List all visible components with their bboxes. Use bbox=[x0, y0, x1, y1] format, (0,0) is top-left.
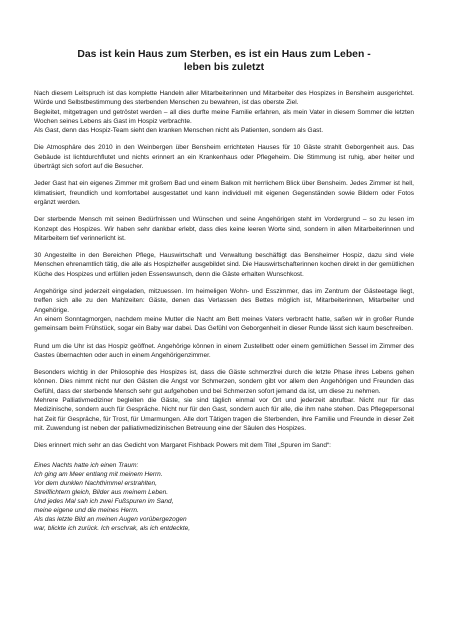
paragraph: Die Atmosphäre des 2010 in den Weinbergen über Bensheim errichteten Hauses für 10 Gäste strahlt Geborgenheit aus. Das Gebäude ist lichtdurchflutet und nichts erinnert an ein Krankenhaus oder Pflegeheim. Die Stimmung ist ruhig, aber heiter und überträgt sich sofort auf die Besucher. bbox=[34, 144, 414, 171]
poem-line: Als das letzte Bild an meinen Augen vorübergezogen bbox=[34, 516, 187, 524]
poem-line: Und jedes Mal sah ich zwei Fußspuren im Sand, bbox=[34, 497, 174, 505]
paragraph: Der sterbende Mensch mit seinen Bedürfnissen und Wünschen und seine Angehörigen steht im Vordergrund – so zu lesen im Konzept des Hospizes. Wir haben sehr dankbar erlebt, dass dies keine leeren Worte sind, sondern in allen Mitarbeiterinnen und Mitarbeitern tief verinnerlicht ist. bbox=[34, 216, 414, 242]
poem bbox=[34, 461, 414, 534]
paragraph: 30 Angestellte in den Bereichen Pflege, Hauswirtschaft und Verwaltung beschäftigt das Bensheimer Hospiz, dazu sind viele Menschen ehrenamtlich tätig, die alle als Hospizhelfer ausgebildet sind. Die Hauswirtschafterinnen kochen direkt in der gemütlichen Küche des Hospizes und erfüllen jeden Essenswunsch, denn die Gäste erhalten Wunschkost. bbox=[34, 252, 414, 278]
article-body bbox=[34, 89, 414, 451]
paragraph: Besonders wichtig in der Philosophie des Hospizes ist, dass die Gäste schmerzfrei durch die letzte Phase ihres Lebens gehen können. Dies nimmt nicht nur den Gästen die Angst vor Schmerzen, sondern gibt vor allem den Angehörigen und Freunden das Gefühl, dass der sterbende Mensch sehr gut aufgehoben und bei Schmerzen sofort jemand da ist, um diese zu nehmen. bbox=[34, 369, 414, 395]
paragraph: An einem Sonntagmorgen, nachdem meine Mutter die Nacht am Bett meines Vaters verbracht hatte, saßen wir in großer Runde gemeinsam beim Frühstück, sogar ein Baby war dabei. Das Gefühl von Geborgenheit in dieser Runde lässt sich kaum beschreiben. bbox=[34, 315, 414, 333]
title-line-2: leben bis zuletzt bbox=[183, 62, 265, 73]
paragraph: Angehörige sind jederzeit eingeladen, mitzuessen. Im heimeligen Wohn- und Esszimmer, das im Zentrum der Gästeetage liegt, treffen sich alle zu den Mahlzeiten: Gäste, denen das Verlassen des Bettes möglich ist, Mitarbeiterinnen, Mitarbeiter und Angehörige. bbox=[34, 288, 414, 314]
poem-line: war, blickte ich zurück. Ich erschrak, als ich entdeckte, bbox=[34, 525, 191, 533]
paragraph: Jeder Gast hat ein eigenes Zimmer mit großem Bad und einem Balkon mit herrlichem Blick über Bensheim. Jedes Zimmer ist hell, klimatisiert, freundlich und komfortabel ausgestattet und kann individuell mit eigenen Gegenständen sowie Bildern oder Fotos ergänzt werden. bbox=[34, 180, 414, 206]
poem-line: Eines Nachts hatte ich einen Traum: bbox=[34, 461, 139, 469]
paragraph: Mehrere Palliativmediziner begleiten die Gäste, sie sind täglich einmal vor Ort und jederzeit abrufbar. Nicht nur für das Medizinische, sondern auch für Gespräche. Nicht nur für den Gast, sondern auch für alle, die ihm nahe stehen. Das Pflegepersonal hat Zeit für Gespräche, für Trost, für Umarmungen. Alle dort Tätigen tragen die Sterbenden, ihre Familie und Freunde in dieser Zeit mit. Zuwendung ist neben der palliativmedizinischen Betreuung eine der Säulen des Hospizes. bbox=[34, 397, 414, 432]
poem-line: meine eigene und die meines Herrn. bbox=[34, 506, 139, 514]
poem-line: Streiflichtern gleich, Bilder aus meinem Leben. bbox=[34, 488, 169, 496]
paragraph: Begleitet, mitgetragen und getröstet werden – all dies durfte meine Familie erfahren, als mein Vater in diesem Sommer die letzten Wochen seines Lebens als Gast im Hospiz verbrachte. bbox=[34, 108, 414, 125]
document-title bbox=[34, 48, 414, 74]
paragraph: Als Gast, denn das Hospiz-Team sieht den kranken Menschen nicht als Patienten, sondern als Gast. bbox=[34, 127, 324, 135]
poem-line: Ich ging am Meer entlang mit meinem Herrn. bbox=[34, 470, 163, 478]
title-line-1: Das ist kein Haus zum Sterben, es ist ein Haus zum Leben - bbox=[77, 49, 371, 60]
poem-line: Vor dem dunklen Nachthimmel erstrahlten, bbox=[34, 479, 157, 487]
paragraph: Rund um die Uhr ist das Hospiz geöffnet. Angehörige können in einem Zustellbett oder einem gemütlichen Sessel im Zimmer des Gastes übernachten oder auch in einem Angehörigenzimmer. bbox=[34, 342, 414, 359]
paragraph: Nach diesem Leitspruch ist das komplette Handeln aller Mitarbeiterinnen und Mitarbeiter des Hospizes in Bensheim ausgerichtet. Würde und Selbstbestimmung des sterbenden Menschen zu bewahren, ist das oberste Ziel. bbox=[34, 90, 414, 107]
paragraph: Dies erinnert mich sehr an das Gedicht von Margaret Fishback Powers mit dem Titel „Spuren im Sand“: bbox=[34, 442, 331, 450]
